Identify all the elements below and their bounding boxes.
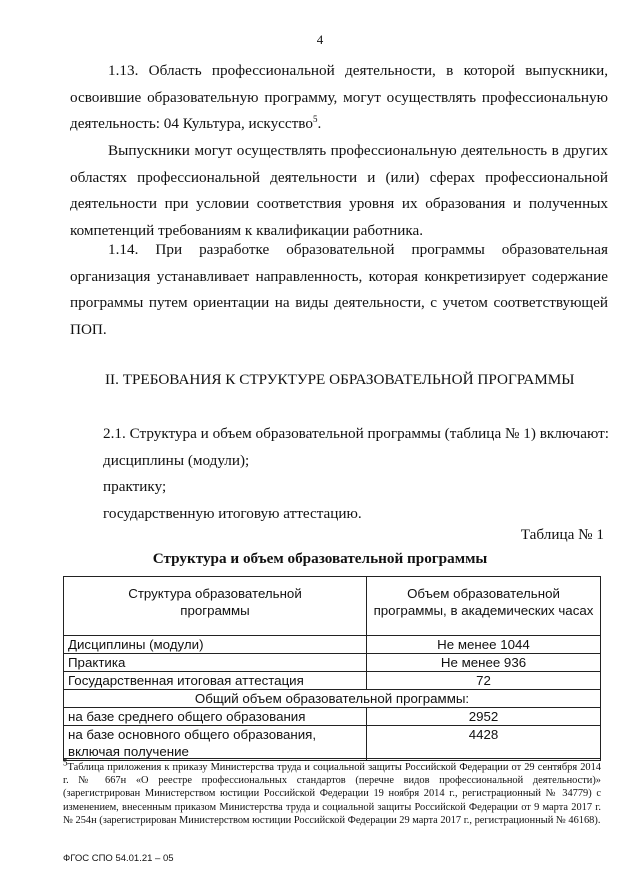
footnote-marker: 5 <box>63 757 68 768</box>
text-line: освоившие образовательную программу, могут осуществлять профессиональную <box>70 88 608 106</box>
table-cell: Государственная итоговая аттестация <box>64 672 367 690</box>
list-item: дисциплины (модули); <box>103 451 250 469</box>
table-header-row <box>64 577 601 636</box>
text-line: компетенций требованиям к квалификации работника. <box>70 221 424 239</box>
text-line: организация устанавливает направленность, которая конкретизирует содержание <box>70 267 608 285</box>
table-total-header: Общий объем образовательной программы: <box>64 690 601 708</box>
text-line: 2.1. Структура и объем образовательной программы (таблица № 1) включают: <box>103 425 609 442</box>
text-line: 1.13. Область профессиональной деятельности, в которой выпускники, <box>108 62 608 79</box>
table-cell: 4428 <box>367 726 601 761</box>
paragraph-1-13 <box>70 58 608 138</box>
footnote <box>63 757 601 827</box>
table-cell: Не менее 1044 <box>367 636 601 654</box>
table-caption: Таблица № 1 <box>520 526 604 543</box>
table-row <box>64 708 601 726</box>
table-row <box>64 654 601 672</box>
footnote-divider <box>63 758 601 759</box>
paragraph-2-1 <box>103 421 608 527</box>
table-cell: 2952 <box>367 708 601 726</box>
text-line: деятельности при условии соответствия уровня их образования и полученных <box>70 195 608 212</box>
text-fragment: деятельность: 04 Культура, искусство <box>70 115 313 132</box>
text-line: областях профессиональной деятельности и (или) сферах профессиональной <box>70 168 608 186</box>
list-item: практику; <box>103 478 167 495</box>
paragraph-graduates <box>70 138 608 244</box>
list-item: государственную итоговую аттестацию. <box>103 504 362 522</box>
table-cell: Практика <box>64 654 367 672</box>
table-row <box>64 690 601 708</box>
table-row <box>64 672 601 690</box>
text-line <box>70 111 608 138</box>
table-header-cell: Объем образовательной программы, в академических часах <box>367 577 601 636</box>
table-cell: 72 <box>367 672 601 690</box>
footnote-text: Таблица приложения к приказу Министерства труда и социальной защиты Российской Федерации от 29 сентября 2014 г. № 667н «О реестре профессиональных стандартов (перечне видов профессиональной деятельности)» (зарегистрирован Министерством юстиции Российской Федерации 19 ноября 2014 г., регистрационный № 34779) с изменением, внесенным приказом Министерства труда и социальной защиты Российской Федерации от 9 марта 2017 г. № 254н (зарегистрирован Министерством юстиции Российской Федерации 29 марта 2017 г., регистрационный № 46168). <box>63 762 601 826</box>
text-line: 1.14. При разработке образовательной программы образовательная <box>108 241 608 258</box>
footnote-ref: 5 <box>312 113 318 124</box>
page-number: 4 <box>316 32 324 47</box>
structure-table <box>63 576 601 761</box>
text-line: программы путем ориентации на виды деятельности, с учетом соответствующей <box>70 294 608 311</box>
text-fragment: . <box>317 115 322 132</box>
table-cell: на базе среднего общего образования <box>64 708 367 726</box>
table-cell: Не менее 936 <box>367 654 601 672</box>
section-heading: II. ТРЕБОВАНИЯ К СТРУКТУРЕ ОБРАЗОВАТЕЛЬНОЙ ПРОГРАММЫ <box>105 371 575 388</box>
table-row <box>64 636 601 654</box>
table-cell: Дисциплины (модули) <box>64 636 367 654</box>
table-cell: на базе основного общего образования, включая получение <box>64 726 367 761</box>
text-line: Выпускники могут осуществлять профессиональную деятельность в других <box>108 142 608 159</box>
table-header-cell: Структура образовательной программы <box>64 577 367 636</box>
paragraph-1-14 <box>70 237 608 343</box>
text-line: ПОП. <box>70 320 107 338</box>
table-row <box>64 726 601 761</box>
table-title: Структура и объем образовательной программы <box>152 550 488 567</box>
page-footer: ФГОС СПО 54.01.21 – 05 <box>63 853 174 864</box>
